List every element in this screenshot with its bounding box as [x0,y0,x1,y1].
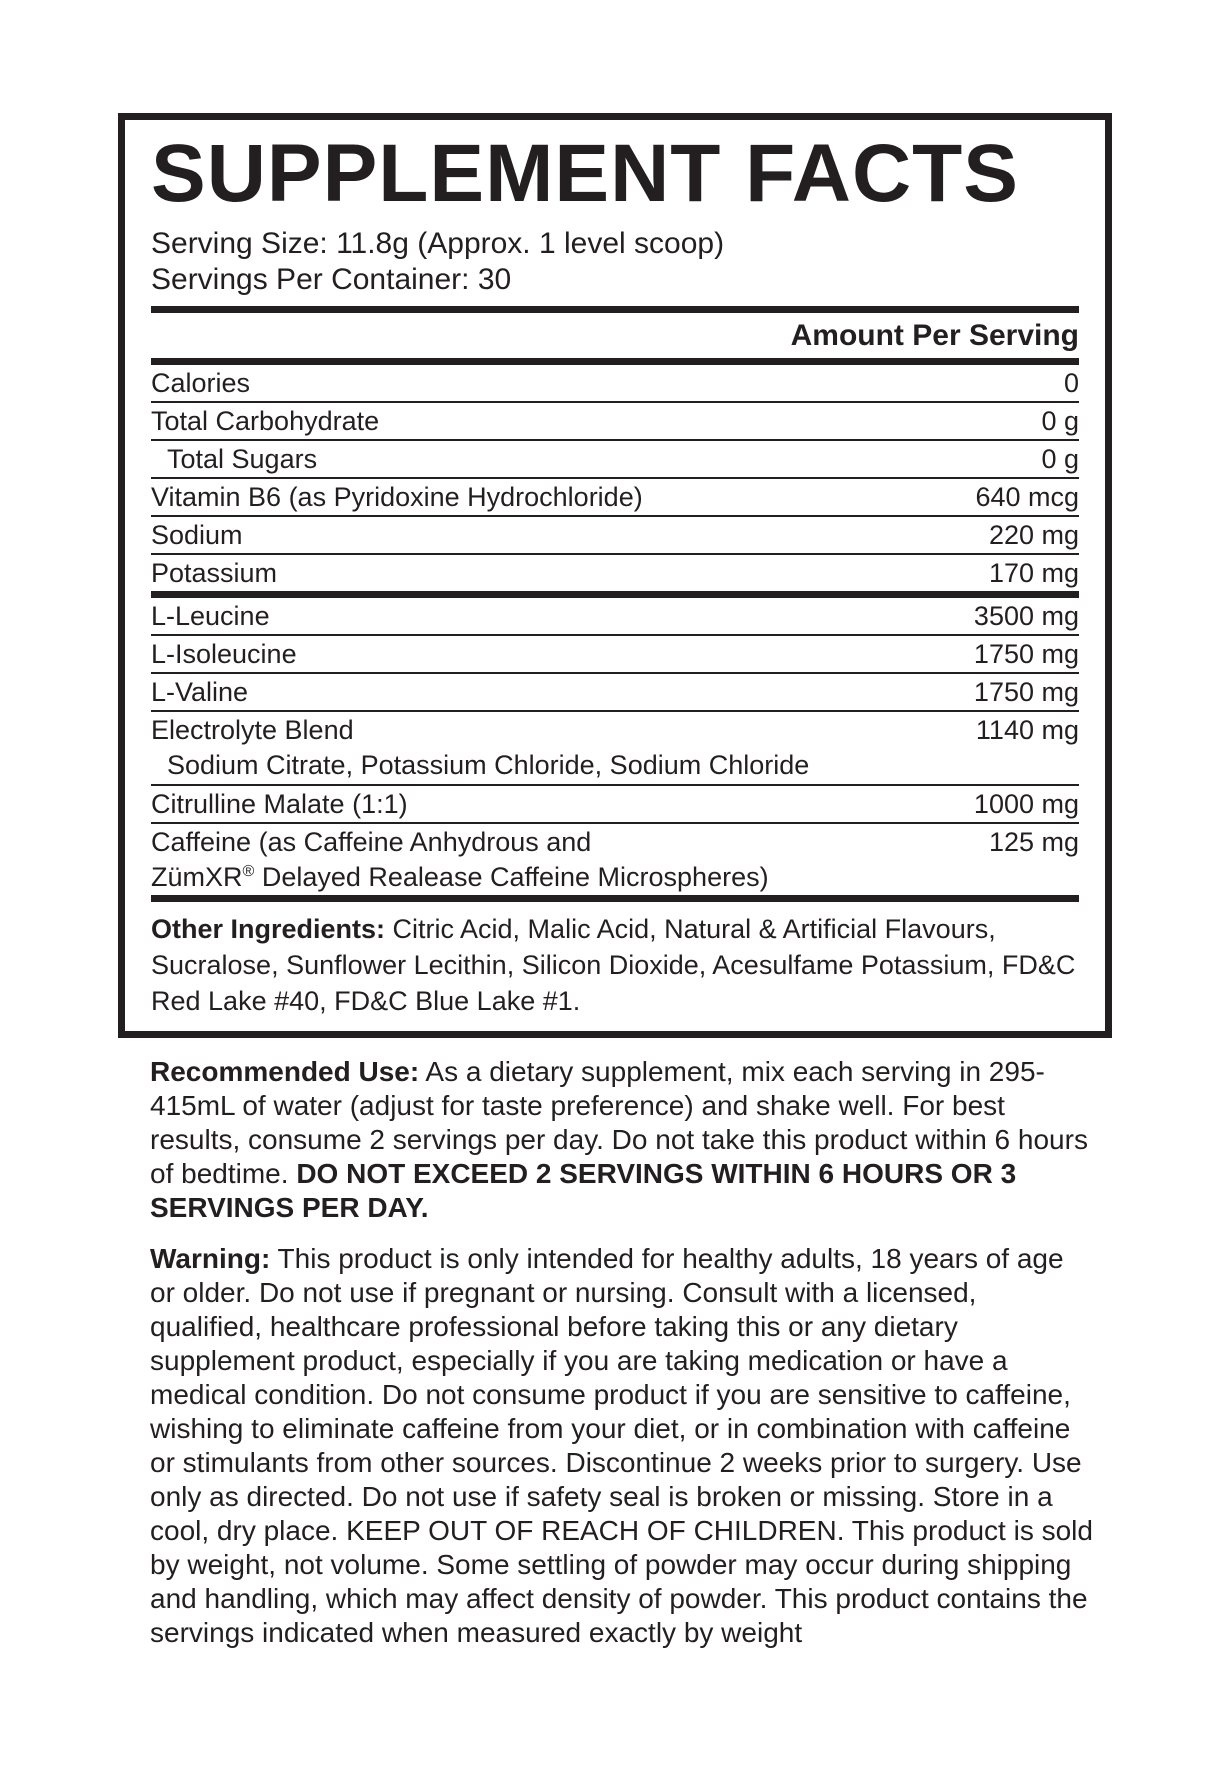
nutrient-row [151,674,1079,712]
other-ingredients-body: Citric Acid, Malic Acid, Natural & Artificial Flavours, Sucralose, Sunflower Lecithin, Silicon Dioxide, Acesulfame Potassium, FD&C Red Lake #40, FD&C Blue Lake #1. [151,914,1076,1016]
divider-thick [151,895,1079,902]
nutrient-row [151,365,1079,403]
nutrient-row [151,441,1079,479]
warning-lead: Warning: [150,1243,271,1274]
nutrient-row [151,712,1079,786]
nutrient-value: 640 mcg [975,482,1079,512]
recommended-use-body: As a dietary supplement, mix each serving in 295-415mL of water (adjust for taste preference) and shake well. For best results, consume 2 servings per day. Do not take this product within 6 hours of bedtime. [150,1056,1088,1189]
nutrient-label: Total Carbohydrate [151,406,380,436]
serving-size: Serving Size: 11.8g (Approx. 1 level scoop) [151,227,725,260]
nutrient-value: 0 [1063,368,1079,398]
nutrient-value: 170 mg [988,558,1079,588]
nutrient-label: Potassium [151,558,278,588]
nutrient-label: L-Leucine [151,601,270,631]
nutrient-row [151,517,1079,555]
recommended-use-warning-bold: DO NOT EXCEED 2 SERVINGS WITHIN 6 HOURS OR 3 SERVINGS PER DAY. [150,1158,1017,1223]
nutrient-row [151,403,1079,441]
divider-thick [151,591,1079,598]
other-ingredients [151,911,1079,1019]
divider-thick [151,306,1079,313]
nutrient-value: 1140 mg [975,715,1079,745]
nutrient-rows-bottom [151,598,1079,895]
registered-trademark-symbol: ® [242,863,255,880]
nutrient-value: 1750 mg [973,639,1079,669]
recommended-use-paragraph [150,1055,1094,1225]
servings-per-container: Servings Per Container: 30 [151,263,512,296]
supplement-facts-panel [118,113,1112,1038]
nutrient-label: L-Isoleucine [151,639,297,669]
nutrient-value: 0 g [1041,444,1079,474]
amount-per-serving-header: Amount Per Serving [790,319,1079,352]
nutrient-value: 0 g [1041,406,1079,436]
nutrient-label: Calories [151,368,251,398]
nutrient-label: Sodium [151,520,243,550]
nutrient-value: 125 mg [988,827,1079,857]
nutrient-label-continued: ZümXR® Delayed Realease Caffeine Microspheres) [151,862,769,892]
nutrient-row [151,598,1079,636]
other-ingredients-lead: Other Ingredients: [151,914,386,944]
nutrient-value: 1750 mg [973,677,1079,707]
panel-title: SUPPLEMENT FACTS [151,128,1019,219]
nutrient-row [151,479,1079,517]
nutrient-label: L-Valine [151,677,249,707]
nutrient-label: Caffeine (as Caffeine Anhydrous and [151,827,592,857]
warning-paragraph [150,1242,1094,1650]
nutrient-value: 3500 mg [973,601,1079,631]
divider-thick [151,358,1079,365]
nutrient-row [151,555,1079,591]
nutrient-value: 220 mg [988,520,1079,550]
warning-body: This product is only intended for healthy adults, 18 years of age or older. Do not use if pregnant or nursing. Consult with a licensed, qualified, healthcare professional before taking this or any dietary supplement product, especially if you are taking medication or have a medical condition. Do not consume product if you are sensitive to caffeine, wishing to eliminate caffeine from your diet, or in combination with caffeine or stimulants from other sources. Discontinue 2 weeks prior to surgery. Use only as directed. Do not use if safety seal is broken or missing. Store in a cool, dry place. KEEP OUT OF REACH OF CHILDREN. This product is sold by weight, not volume. Some settling of powder may occur during shipping and handling, which may affect density of powder. This product contains the servings indicated when measured exactly by weight [150,1243,1093,1648]
nutrient-label: Citrulline Malate (1:1) [151,789,408,819]
nutrient-rows-top [151,365,1079,591]
nutrient-row [151,786,1079,824]
recommended-use-lead: Recommended Use: [150,1056,420,1087]
nutrient-row [151,636,1079,674]
nutrient-label: Electrolyte Blend [151,715,354,745]
nutrient-value: 1000 mg [973,789,1079,819]
nutrient-row [151,824,1079,895]
nutrient-label: Total Sugars [167,444,318,474]
nutrient-label: Vitamin B6 (as Pyridoxine Hydrochloride) [151,482,643,512]
nutrient-sub-ingredients: Sodium Citrate, Potassium Chloride, Sodium Chloride [167,750,810,780]
